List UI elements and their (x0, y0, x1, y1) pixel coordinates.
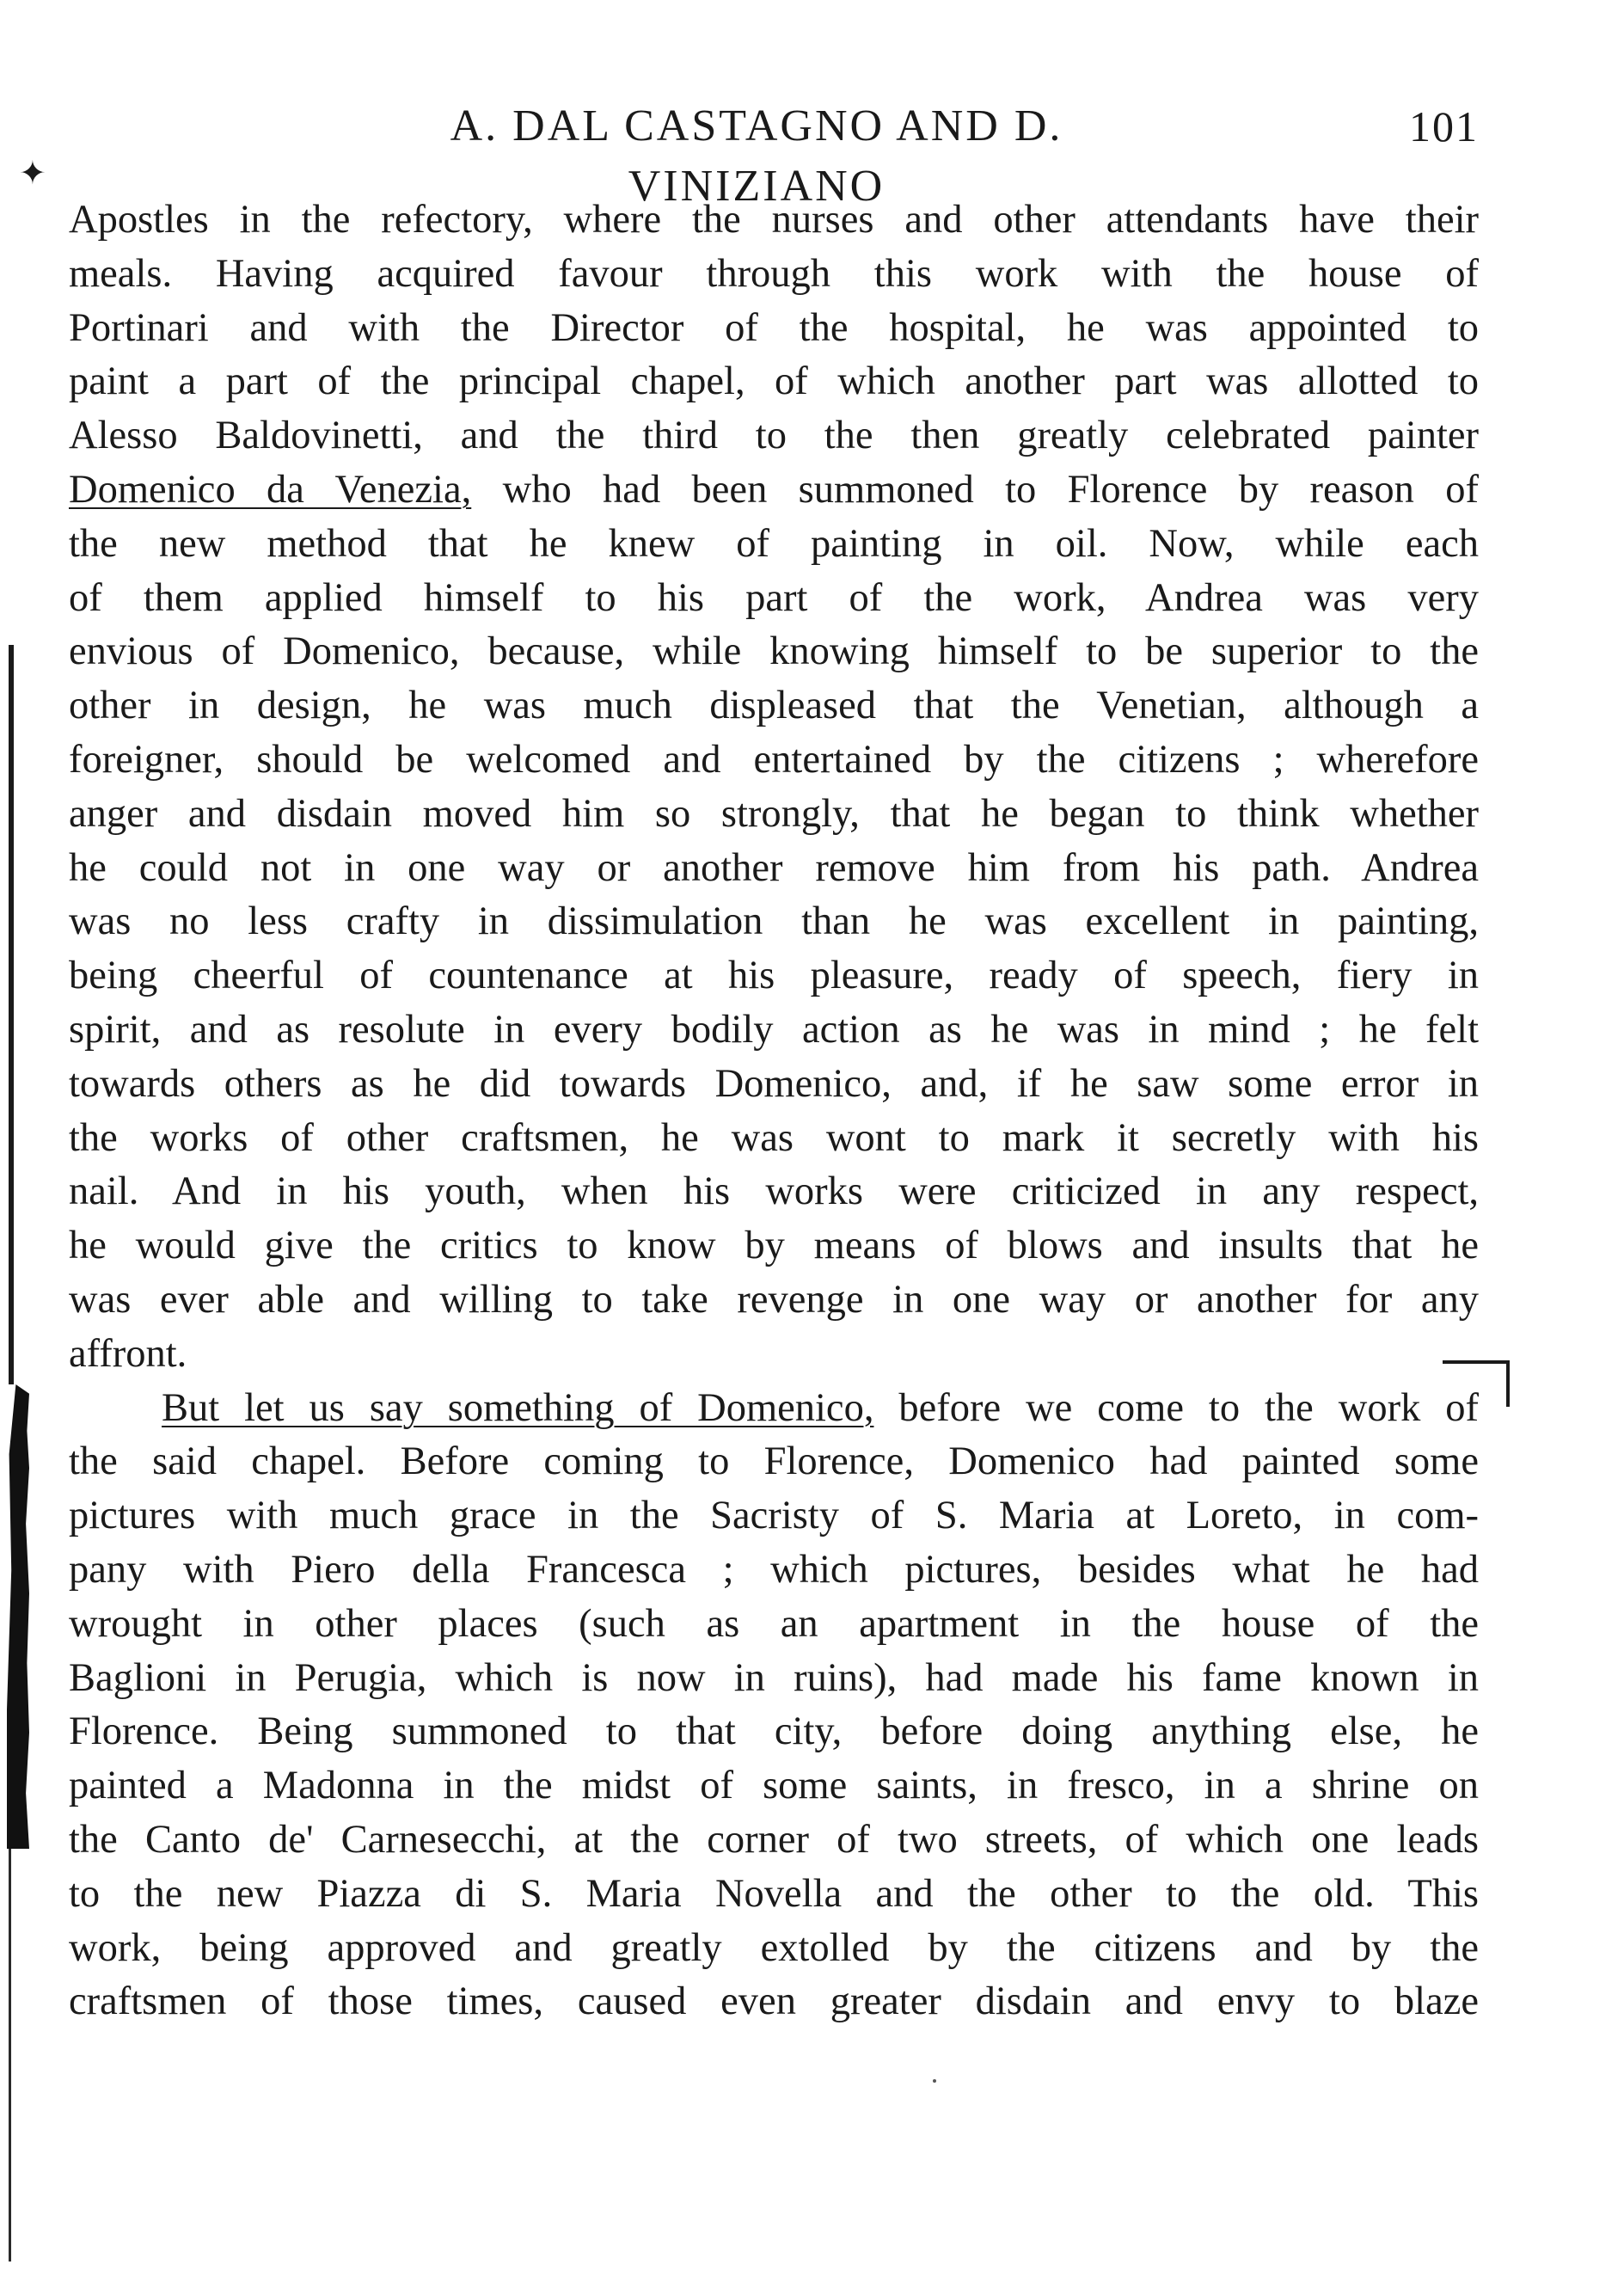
underlined-phrase: But let us say something of Domenico, (162, 1385, 874, 1430)
text-segment: who had been summoned to Florence by reason of (502, 467, 1479, 512)
text-line: he could not in one way or another remove him from his path. Andrea (69, 845, 1479, 890)
text-line: the said chapel. Before coming to Florence, Domenico had painted some (69, 1439, 1479, 1484)
underlined-phrase: Domenico da Venezia, (69, 467, 472, 512)
text-line (69, 463, 1479, 518)
text-line: work, being approved and greatly extolled by the citizens and by the (69, 1925, 1479, 1970)
text-line: pany with Piero della Francesca ; which pictures, besides what he had (69, 1547, 1479, 1592)
text-line: the Canto de' Carnesecchi, at the corner of two streets, of which one leads (69, 1817, 1479, 1862)
text-line: Portinari and with the Director of the hospital, he was appointed to (69, 305, 1479, 350)
running-head (69, 96, 1479, 211)
text-line: Baglioni in Perugia, which is now in ruins), had made his fame known in (69, 1655, 1479, 1700)
text-line: foreigner, should be welcomed and entertained by the citizens ; wherefore (69, 737, 1479, 782)
text-line: affront. (69, 1331, 187, 1376)
text-line: nail. And in his youth, when his works were criticized in any respect, (69, 1169, 1479, 1214)
bracket-annotation (1443, 1360, 1510, 1407)
text-line: envious of Domenico, because, while knowing himself to be superior to the (69, 629, 1479, 674)
text-line: Alesso Baldovinetti, and the third to the then greatly celebrated painter (69, 414, 1479, 458)
text-line: was ever able and willing to take revenge in one way or another for any (69, 1277, 1479, 1322)
body-text (69, 193, 1479, 2029)
text-line: spirit, and as resolute in every bodily action as he was in mind ; he felt (69, 1007, 1479, 1052)
margin-ink-line-lower (9, 1849, 11, 2262)
text-line: the works of other craftsmen, he was wont to mark it secretly with his (69, 1115, 1479, 1160)
text-line: Florence. Being summoned to that city, before doing anything else, he (69, 1709, 1479, 1754)
text-line: he would give the critics to know by means of blows and insults that he (69, 1224, 1479, 1268)
text-line: being cheerful of countenance at his pleasure, ready of speech, fiery in (69, 954, 1479, 998)
text-line: wrought in other places (such as an apartment in the house of the (69, 1601, 1479, 1646)
running-title: A. DAL CASTAGNO AND D. VINIZIANO (450, 101, 1063, 211)
text-line: was no less crafty in dissimulation than he was excellent in painting, (69, 899, 1479, 944)
margin-ink-mark (7, 1384, 29, 1849)
text-segment: before we come to the work of (898, 1385, 1480, 1430)
text-line: craftsmen of those times, caused even greater disdain and envy to blaze (69, 1979, 1479, 2024)
text-line: painted a Madonna in the midst of some saints, in fresco, in a shrine on (69, 1764, 1479, 1808)
text-line: of them applied himself to his part of the work, Andrea was very (69, 575, 1479, 620)
text-line: paint a part of the principal chapel, of which another part was allotted to (69, 359, 1479, 404)
text-line (69, 1382, 1479, 1436)
text-line: pictures with much grace in the Sacristy of S. Maria at Loreto, in com- (69, 1494, 1479, 1538)
page-number: 101 (1409, 102, 1479, 150)
text-line: towards others as he did towards Domenico, and, if he saw some error in (69, 1061, 1479, 1106)
text-line: meals. Having acquired favour through this work with the house of (69, 251, 1479, 296)
paper-speck (933, 2079, 936, 2083)
text-line: the new method that he knew of painting in oil. Now, while each (69, 521, 1479, 566)
margin-ink-line (9, 645, 14, 1384)
text-line: other in design, he was much displeased that the Venetian, although a (69, 684, 1479, 728)
text-line: anger and disdain moved him so strongly, that he began to think whether (69, 791, 1479, 836)
text-line: to the new Piazza di S. Maria Novella and the other to the old. This (69, 1871, 1479, 1916)
text-line: Apostles in the refectory, where the nurses and other attendants have their (69, 198, 1479, 242)
corner-mark: ✦ (19, 156, 46, 192)
